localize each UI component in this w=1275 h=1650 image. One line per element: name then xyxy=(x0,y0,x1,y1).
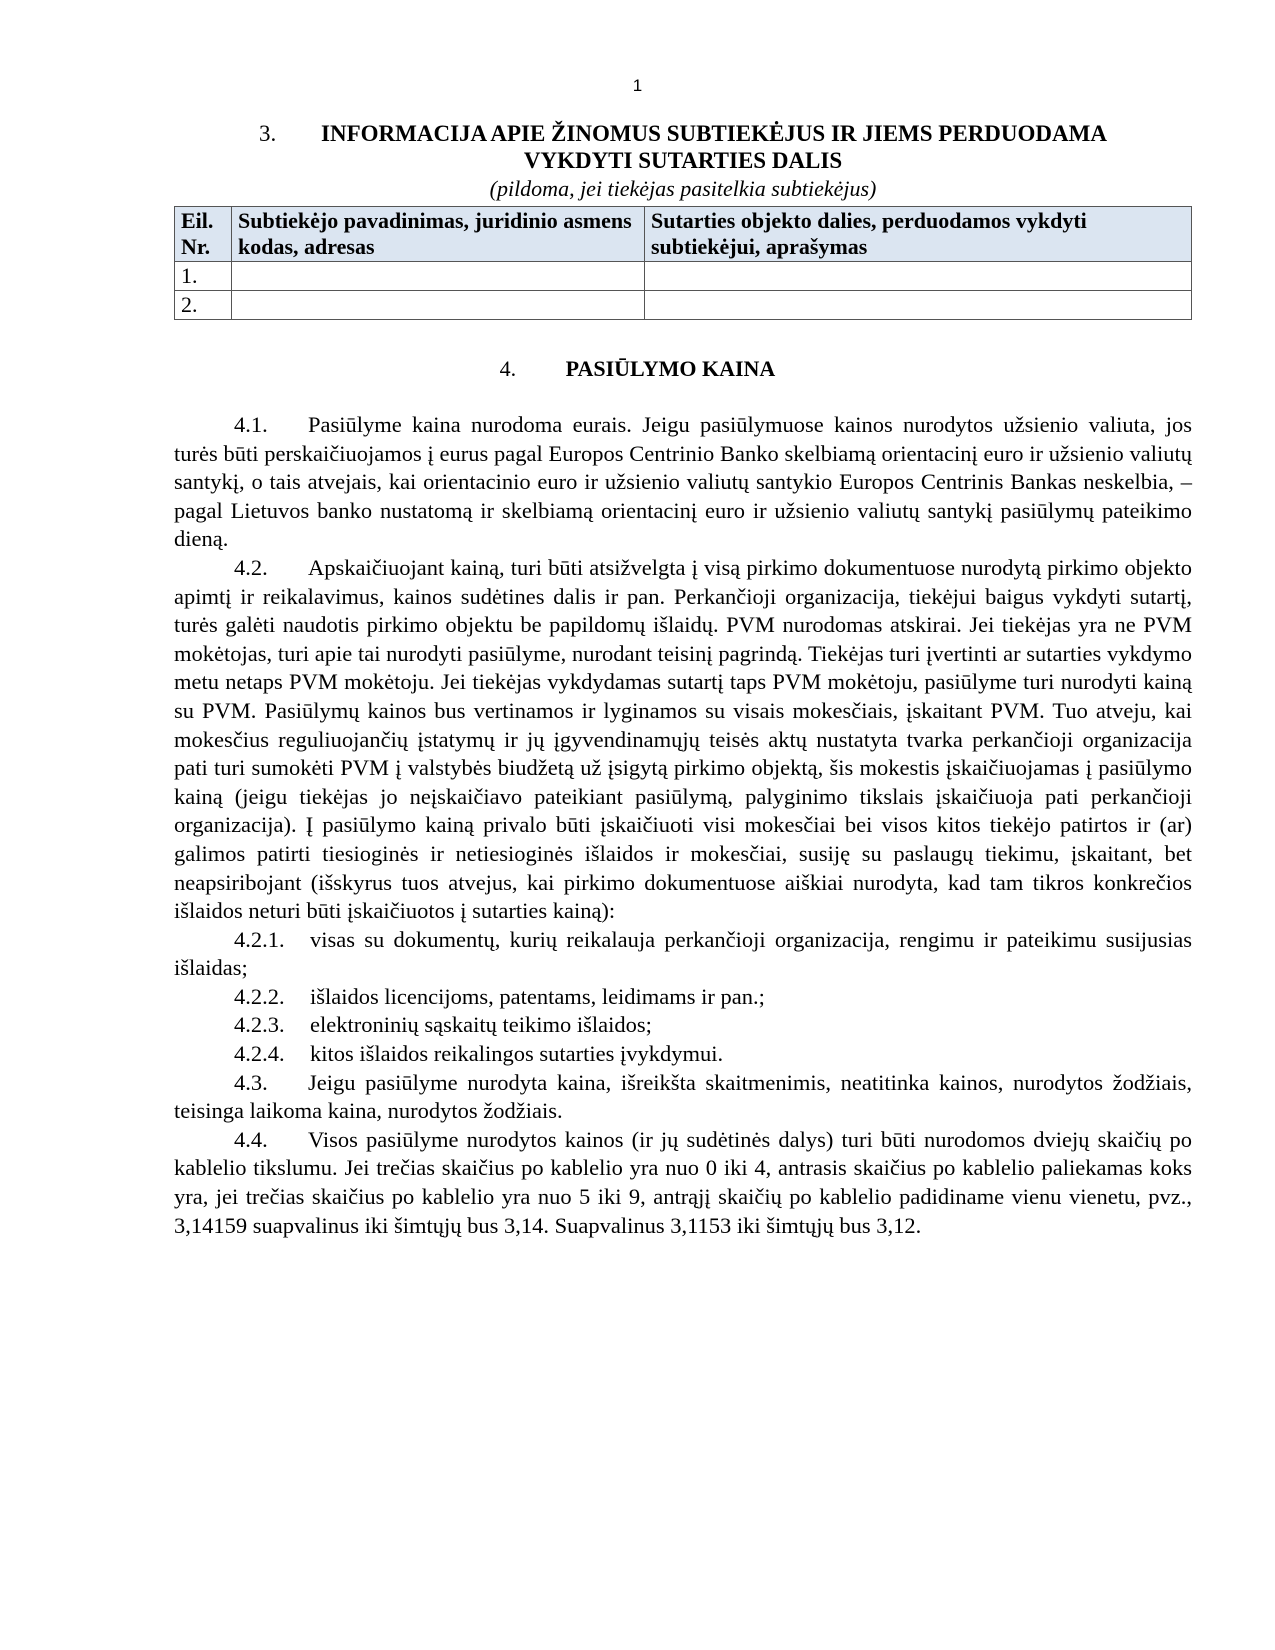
page-number: 1 xyxy=(632,76,643,95)
section-4-heading xyxy=(0,355,1275,383)
paragraph-number: 4.2. xyxy=(234,554,268,580)
subcontractor-cell[interactable] xyxy=(232,262,645,291)
section-3-heading xyxy=(174,120,1192,174)
section-4-number: 4. xyxy=(499,356,517,381)
paragraph-number: 4.2.2. xyxy=(234,983,285,1009)
subcontractors-table xyxy=(174,206,1192,320)
paragraph-4-2-4 xyxy=(174,1040,1192,1069)
section-3-title-line2: VYKDYTI SUTARTIES DALIS xyxy=(523,148,843,173)
header-contract-part: Sutarties objekto dalies, perduodamos vykdyti subtiekėjui, aprašymas xyxy=(645,207,1192,262)
section-3-subtitle: (pildoma, jei tiekėjas pasitelkia subtiekėjus) xyxy=(489,176,877,201)
row-number-cell: 2. xyxy=(175,291,232,320)
table-header-row xyxy=(175,207,1192,262)
paragraph-number: 4.1. xyxy=(234,412,268,437)
paragraph-text: Visos pasiūlyme nurodytos kainos (ir jų sudėtinės dalys) turi būti nurodomos dviejų skaičių po kablelio tikslumu. Jei trečias skaičius po kablelio yra nuo 0 iki 4, antrasis skaičius po kablelio paliekamas koks yra, jei trečias skaičius po kablelio yra nuo 5 iki 9, antrąjį skaičių po kablelio padidiname vienu vienetu, pvz., 3,14159 suapvalinus iki šimtųjų bus 3,14. Suapvalinus 3,1153 iki šimtųjų bus 3,12. xyxy=(174,1126,1192,1238)
section-4-title: PASIŪLYMO KAINA xyxy=(565,356,776,381)
paragraph-number: 4.2.4. xyxy=(234,1041,285,1067)
table-row xyxy=(175,262,1192,291)
paragraph-4-2 xyxy=(174,554,1192,926)
paragraph-4-2-2 xyxy=(174,983,1192,1012)
header-subcontractor: Subtiekėjo pavadinimas, juridinio asmens kodas, adresas xyxy=(232,207,645,262)
section-3-number: 3. xyxy=(259,121,277,146)
paragraph-4-1 xyxy=(174,411,1192,554)
paragraph-4-2-3 xyxy=(174,1011,1192,1040)
section-3-title-line1: INFORMACIJA APIE ŽINOMUS SUBTIEKĖJUS IR JIEMS PERDUODAMA xyxy=(321,121,1107,146)
paragraph-number: 4.2.3. xyxy=(234,1012,285,1038)
contract-part-cell[interactable] xyxy=(645,291,1192,320)
paragraph-4-4 xyxy=(174,1126,1192,1240)
paragraph-4-2-1 xyxy=(174,926,1192,983)
paragraph-4-3 xyxy=(174,1069,1192,1126)
table-row xyxy=(175,291,1192,320)
subcontractor-cell[interactable] xyxy=(232,291,645,320)
row-number-cell: 1. xyxy=(175,262,232,291)
paragraph-text: Pasiūlyme kaina nurodoma eurais. Jeigu pasiūlymuose kainos nurodytos užsienio valiuta, jos turės būti perskaičiuojamos į eurus pagal Europos Centrinio Banko skelbiamą orientacinį euro ir užsienio valiutų santykį, o tais atvejais, kai orientacinio euro ir užsienio valiutų santykio Europos Centrinis Bankas neskelbia, – pagal Lietuvos banko nustatomą ir skelbiamą orientacinį euro ir užsienio valiutų santykį pasiūlymų pateikimo dieną. xyxy=(174,412,1192,552)
section-4-body xyxy=(174,411,1192,1240)
paragraph-text: kitos išlaidos reikalingos sutarties įvykdymui. xyxy=(310,1041,724,1067)
paragraph-text: išlaidos licencijoms, patentams, leidimams ir pan.; xyxy=(310,983,765,1009)
contract-part-cell[interactable] xyxy=(645,262,1192,291)
paragraph-text: Apskaičiuojant kainą, turi būti atsižvelgta į visą pirkimo dokumentuose nurodytą pirkimo objekto apimtį ir reikalavimus, kainos sudėtines dalis ir pan. Perkančioji organizacija, tiekėjui baigus vykdyti sutartį, turės galėti naudotis pirkimo objektu be papildomų išlaidų. PVM nurodomas atskirai. Jei tiekėjas yra ne PVM mokėtojas, turi apie tai nurodyti pasiūlyme, nurodant teisinį pagrindą. Tiekėjas turi įvertinti ar sutarties vykdymo metu netaps PVM mokėtoju. Jei tiekėjas vykdydamas sutartį taps PVM mokėtoju, pasiūlyme turi nurodyti kainą su PVM. Pasiūlymų kainos bus vertinamos ir lyginamos su visais mokesčiais, įskaitant PVM. Tuo atveju, kai mokesčius reguliuojančių įstatymų ir jų įgyvendinamųjų teisės aktų nustatyta tvarka perkančioji organizacija pati turi sumokėti PVM į valstybės biudžetą už įsigytą pirkimo objektą, šis mokestis įskaičiuojamas į pasiūlymo kainą (jeigu tiekėjas jo neįskaičiavo pateikiant pasiūlymą, palyginimo tikslais įskaičiuoja pati perkančioji organizacija). Į pasiūlymo kainą privalo būti įskaičiuoti visi mokesčiai bei visos kitos tiekėjo patirtos ir (ar) galimos patirti tiesioginės ir netiesioginės išlaidos ir mokesčiai, susiję su paslaugų tiekimu, įskaitant, bet neapsiribojant (išskyrus tuos atvejus, kai pirkimo dokumentuose aiškiai nurodyta, kad tam tikros konkrečios išlaidos neturi būti įskaičiuotos į sutarties kainą): xyxy=(174,554,1192,924)
paragraph-number: 4.2.1. xyxy=(234,926,285,952)
paragraph-text: elektroninių sąskaitų teikimo išlaidos; xyxy=(310,1012,652,1038)
paragraph-number: 4.4. xyxy=(234,1126,268,1152)
header-row-number: Eil. Nr. xyxy=(175,207,232,262)
paragraph-text: Jeigu pasiūlyme nurodyta kaina, išreikšta skaitmenimis, neatitinka kainos, nurodytos žodžiais, teisinga laikoma kaina, nurodytos žodžiais. xyxy=(174,1069,1192,1124)
paragraph-number: 4.3. xyxy=(234,1069,268,1095)
paragraph-text: visas su dokumentų, kurių reikalauja perkančioji organizacija, rengimu ir pateikimu susijusias išlaidas; xyxy=(174,926,1192,981)
